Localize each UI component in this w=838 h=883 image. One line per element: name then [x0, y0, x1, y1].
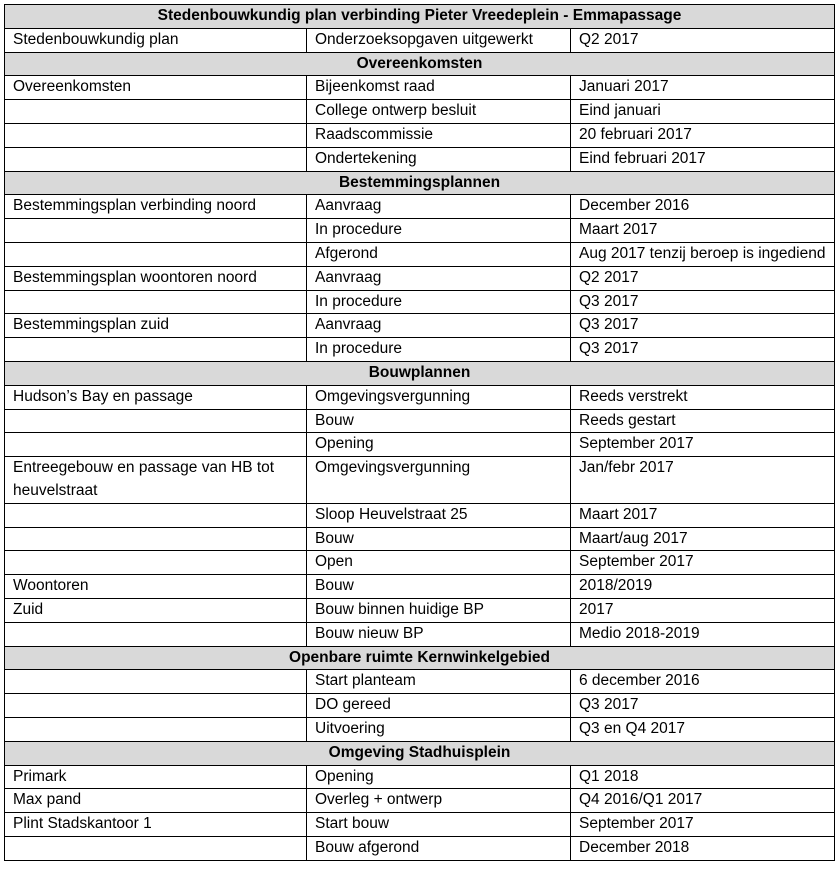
subject-cell: [5, 622, 307, 646]
activity-cell: In procedure: [307, 290, 571, 314]
activity-cell: Raadscommissie: [307, 123, 571, 147]
table-row: [5, 575, 835, 599]
date-cell: Maart 2017: [571, 219, 835, 243]
activity-cell: Bijeenkomst raad: [307, 76, 571, 100]
date-cell: September 2017: [571, 551, 835, 575]
activity-cell: DO gereed: [307, 694, 571, 718]
subject-cell: Overeenkomsten: [5, 76, 307, 100]
table-row: [5, 28, 835, 52]
date-cell: Januari 2017: [571, 76, 835, 100]
subject-cell: Entreegebouw en passage van HB tot heuvelstraat: [5, 457, 307, 504]
date-cell: 2018/2019: [571, 575, 835, 599]
subject-cell: Hudson’s Bay en passage: [5, 385, 307, 409]
table-row: [5, 338, 835, 362]
subject-cell: [5, 409, 307, 433]
subject-cell: [5, 242, 307, 266]
subject-cell: [5, 123, 307, 147]
date-cell: 6 december 2016: [571, 670, 835, 694]
date-cell: September 2017: [571, 433, 835, 457]
table-row: [5, 789, 835, 813]
date-cell: 2017: [571, 598, 835, 622]
activity-cell: College ontwerp besluit: [307, 100, 571, 124]
activity-cell: In procedure: [307, 338, 571, 362]
activity-cell: Opening: [307, 433, 571, 457]
activity-cell: Uitvoering: [307, 717, 571, 741]
table-row: [5, 551, 835, 575]
date-cell: Q3 2017: [571, 290, 835, 314]
subject-cell: [5, 670, 307, 694]
subject-cell: [5, 503, 307, 527]
date-cell: Q1 2018: [571, 765, 835, 789]
table-row: [5, 266, 835, 290]
table-row: [5, 219, 835, 243]
table-row: [5, 100, 835, 124]
activity-cell: Start bouw: [307, 813, 571, 837]
date-cell: Q2 2017: [571, 28, 835, 52]
activity-cell: Bouw: [307, 527, 571, 551]
activity-cell: In procedure: [307, 219, 571, 243]
table-title: Stedenbouwkundig plan verbinding Pieter Vreedeplein - Emmapassage: [5, 5, 835, 29]
table-row: [5, 527, 835, 551]
activity-cell: Bouw: [307, 575, 571, 599]
subject-cell: Bestemmingsplan zuid: [5, 314, 307, 338]
table-row: [5, 385, 835, 409]
date-cell: Eind februari 2017: [571, 147, 835, 171]
subject-cell: Max pand: [5, 789, 307, 813]
activity-cell: Bouw binnen huidige BP: [307, 598, 571, 622]
table-row: [5, 123, 835, 147]
subject-cell: [5, 338, 307, 362]
date-cell: Q3 en Q4 2017: [571, 717, 835, 741]
date-cell: Aug 2017 tenzij beroep is ingediend: [571, 242, 835, 266]
activity-cell: Bouw afgerond: [307, 836, 571, 860]
subject-cell: [5, 290, 307, 314]
subject-cell: [5, 219, 307, 243]
subject-cell: Bestemmingsplan verbinding noord: [5, 195, 307, 219]
subject-cell: [5, 717, 307, 741]
table-row: [5, 457, 835, 504]
table-row: [5, 76, 835, 100]
section-heading: Bestemmingsplannen: [5, 171, 835, 195]
section-header-row: [5, 361, 835, 385]
subject-cell: Bestemmingsplan woontoren noord: [5, 266, 307, 290]
table-row: [5, 147, 835, 171]
table-row: [5, 694, 835, 718]
date-cell: Q4 2016/Q1 2017: [571, 789, 835, 813]
activity-cell: Sloop Heuvelstraat 25: [307, 503, 571, 527]
date-cell: Maart/aug 2017: [571, 527, 835, 551]
date-cell: Jan/febr 2017: [571, 457, 835, 504]
planning-table: [4, 4, 835, 861]
date-cell: December 2016: [571, 195, 835, 219]
subject-cell: [5, 433, 307, 457]
table-title-row: [5, 5, 835, 29]
section-heading: Bouwplannen: [5, 361, 835, 385]
subject-cell: [5, 836, 307, 860]
activity-cell: Omgevingsvergunning: [307, 385, 571, 409]
subject-cell: Primark: [5, 765, 307, 789]
date-cell: Eind januari: [571, 100, 835, 124]
table-row: [5, 670, 835, 694]
activity-cell: Start planteam: [307, 670, 571, 694]
section-heading: Openbare ruimte Kernwinkelgebied: [5, 646, 835, 670]
table-row: [5, 503, 835, 527]
table-body: [5, 5, 835, 861]
activity-cell: Bouw nieuw BP: [307, 622, 571, 646]
subject-cell: Stedenbouwkundig plan: [5, 28, 307, 52]
table-row: [5, 195, 835, 219]
table-row: [5, 598, 835, 622]
date-cell: Maart 2017: [571, 503, 835, 527]
activity-cell: Onderzoeksopgaven uitgewerkt: [307, 28, 571, 52]
section-header-row: [5, 646, 835, 670]
date-cell: Q3 2017: [571, 694, 835, 718]
date-cell: December 2018: [571, 836, 835, 860]
activity-cell: Ondertekening: [307, 147, 571, 171]
table-row: [5, 836, 835, 860]
table-row: [5, 433, 835, 457]
table-row: [5, 242, 835, 266]
activity-cell: Open: [307, 551, 571, 575]
activity-cell: Omgevingsvergunning: [307, 457, 571, 504]
table-row: [5, 409, 835, 433]
activity-cell: Afgerond: [307, 242, 571, 266]
table-row: [5, 717, 835, 741]
subject-cell: [5, 147, 307, 171]
date-cell: Reeds gestart: [571, 409, 835, 433]
date-cell: 20 februari 2017: [571, 123, 835, 147]
date-cell: Q3 2017: [571, 338, 835, 362]
subject-cell: Plint Stadskantoor 1: [5, 813, 307, 837]
activity-cell: Aanvraag: [307, 314, 571, 338]
subject-cell: [5, 551, 307, 575]
table-row: [5, 314, 835, 338]
subject-cell: Woontoren: [5, 575, 307, 599]
subject-cell: [5, 694, 307, 718]
table-row: [5, 622, 835, 646]
table-row: [5, 290, 835, 314]
subject-cell: Zuid: [5, 598, 307, 622]
section-heading: Overeenkomsten: [5, 52, 835, 76]
date-cell: Q3 2017: [571, 314, 835, 338]
subject-cell: [5, 527, 307, 551]
activity-cell: Aanvraag: [307, 195, 571, 219]
section-header-row: [5, 171, 835, 195]
date-cell: September 2017: [571, 813, 835, 837]
table-row: [5, 813, 835, 837]
date-cell: Medio 2018-2019: [571, 622, 835, 646]
planning-document: [4, 4, 834, 881]
date-cell: Reeds verstrekt: [571, 385, 835, 409]
subject-cell: [5, 100, 307, 124]
activity-cell: Overleg + ontwerp: [307, 789, 571, 813]
section-header-row: [5, 741, 835, 765]
section-header-row: [5, 52, 835, 76]
table-row: [5, 765, 835, 789]
date-cell: Q2 2017: [571, 266, 835, 290]
activity-cell: Opening: [307, 765, 571, 789]
section-heading: Omgeving Stadhuisplein: [5, 741, 835, 765]
activity-cell: Bouw: [307, 409, 571, 433]
activity-cell: Aanvraag: [307, 266, 571, 290]
